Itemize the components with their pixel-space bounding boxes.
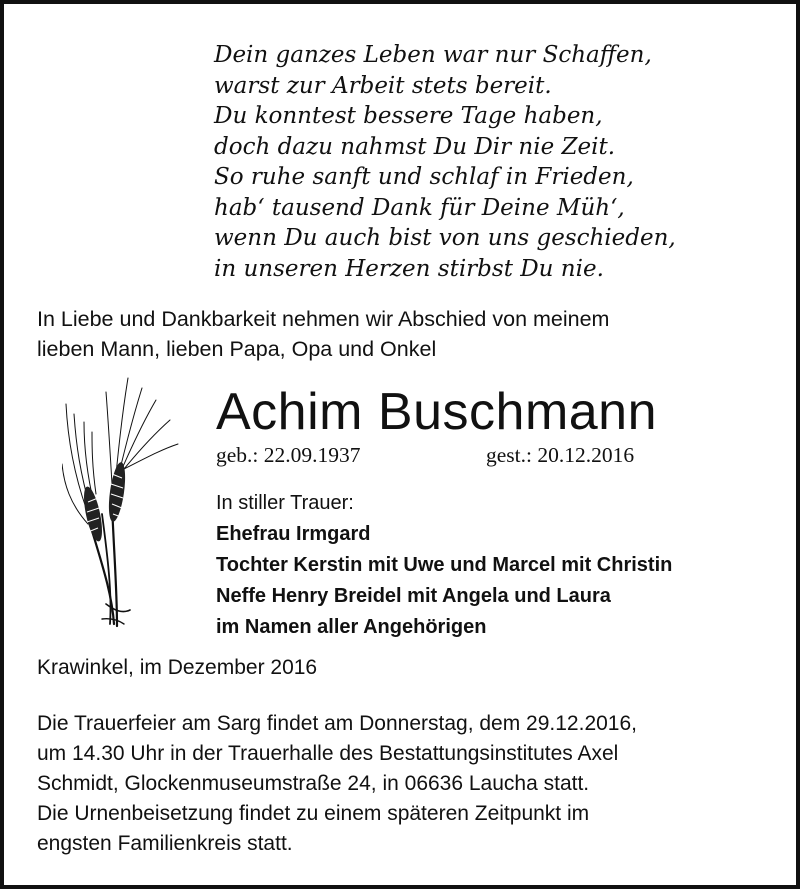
intro-line: In Liebe und Dankbarkeit nehmen wir Abschied von meinem [37,307,610,331]
wheat-icon [62,374,182,634]
mourner-entry: im Namen aller Angehörigen [216,616,487,638]
poem-line: in unseren Herzen stirbst Du nie. [214,255,604,282]
mourners-list [216,488,786,643]
memorial-poem [214,40,774,284]
notice-line: Die Trauerfeier am Sarg findet am Donnerstag, dem 29.12.2016, [37,712,637,735]
deceased-name: Achim Buschmann [216,383,658,441]
death-date: gest.: 20.12.2016 [486,443,635,467]
notice-line: Schmidt, Glockenmuseumstraße 24, in 06636 Laucha statt. [37,772,590,795]
mourner-entry: Ehefrau Irmgard [216,523,371,545]
birth-date: geb.: 22.09.1937 [216,443,361,467]
place-date: Krawinkel, im Dezember 2016 [37,656,318,679]
funeral-notice [37,709,787,859]
notice-line: Die Urnenbeisetzung findet zu einem späteren Zeitpunkt im [37,802,590,825]
poem-line: Dein ganzes Leben war nur Schaffen, [214,42,652,68]
life-dates [216,441,635,469]
notice-line: engsten Familienkreis statt. [37,832,293,855]
poem-line: Du konntest bessere Tage haben, [214,103,603,129]
poem-line: wenn Du auch bist von uns geschieden, [214,225,676,251]
mourners-heading: In stiller Trauer: [216,492,354,514]
poem-line: hab‘ tausend Dank für Deine Müh‘, [214,194,625,221]
intro-text [37,304,777,364]
poem-line: warst zur Arbeit stets bereit. [214,72,552,99]
notice-line: um 14.30 Uhr in der Trauerhalle des Bestattungsinstitutes Axel [37,742,619,765]
poem-line: So ruhe sanft und schlaf in Frieden, [214,164,634,190]
mourner-entry: Tochter Kerstin mit Uwe und Marcel mit Christin [216,554,673,576]
mourner-entry: Neffe Henry Breidel mit Angela und Laura [216,585,611,607]
intro-line: lieben Mann, lieben Papa, Opa und Onkel [37,337,437,361]
poem-line: doch dazu nahmst Du Dir nie Zeit. [214,133,616,160]
